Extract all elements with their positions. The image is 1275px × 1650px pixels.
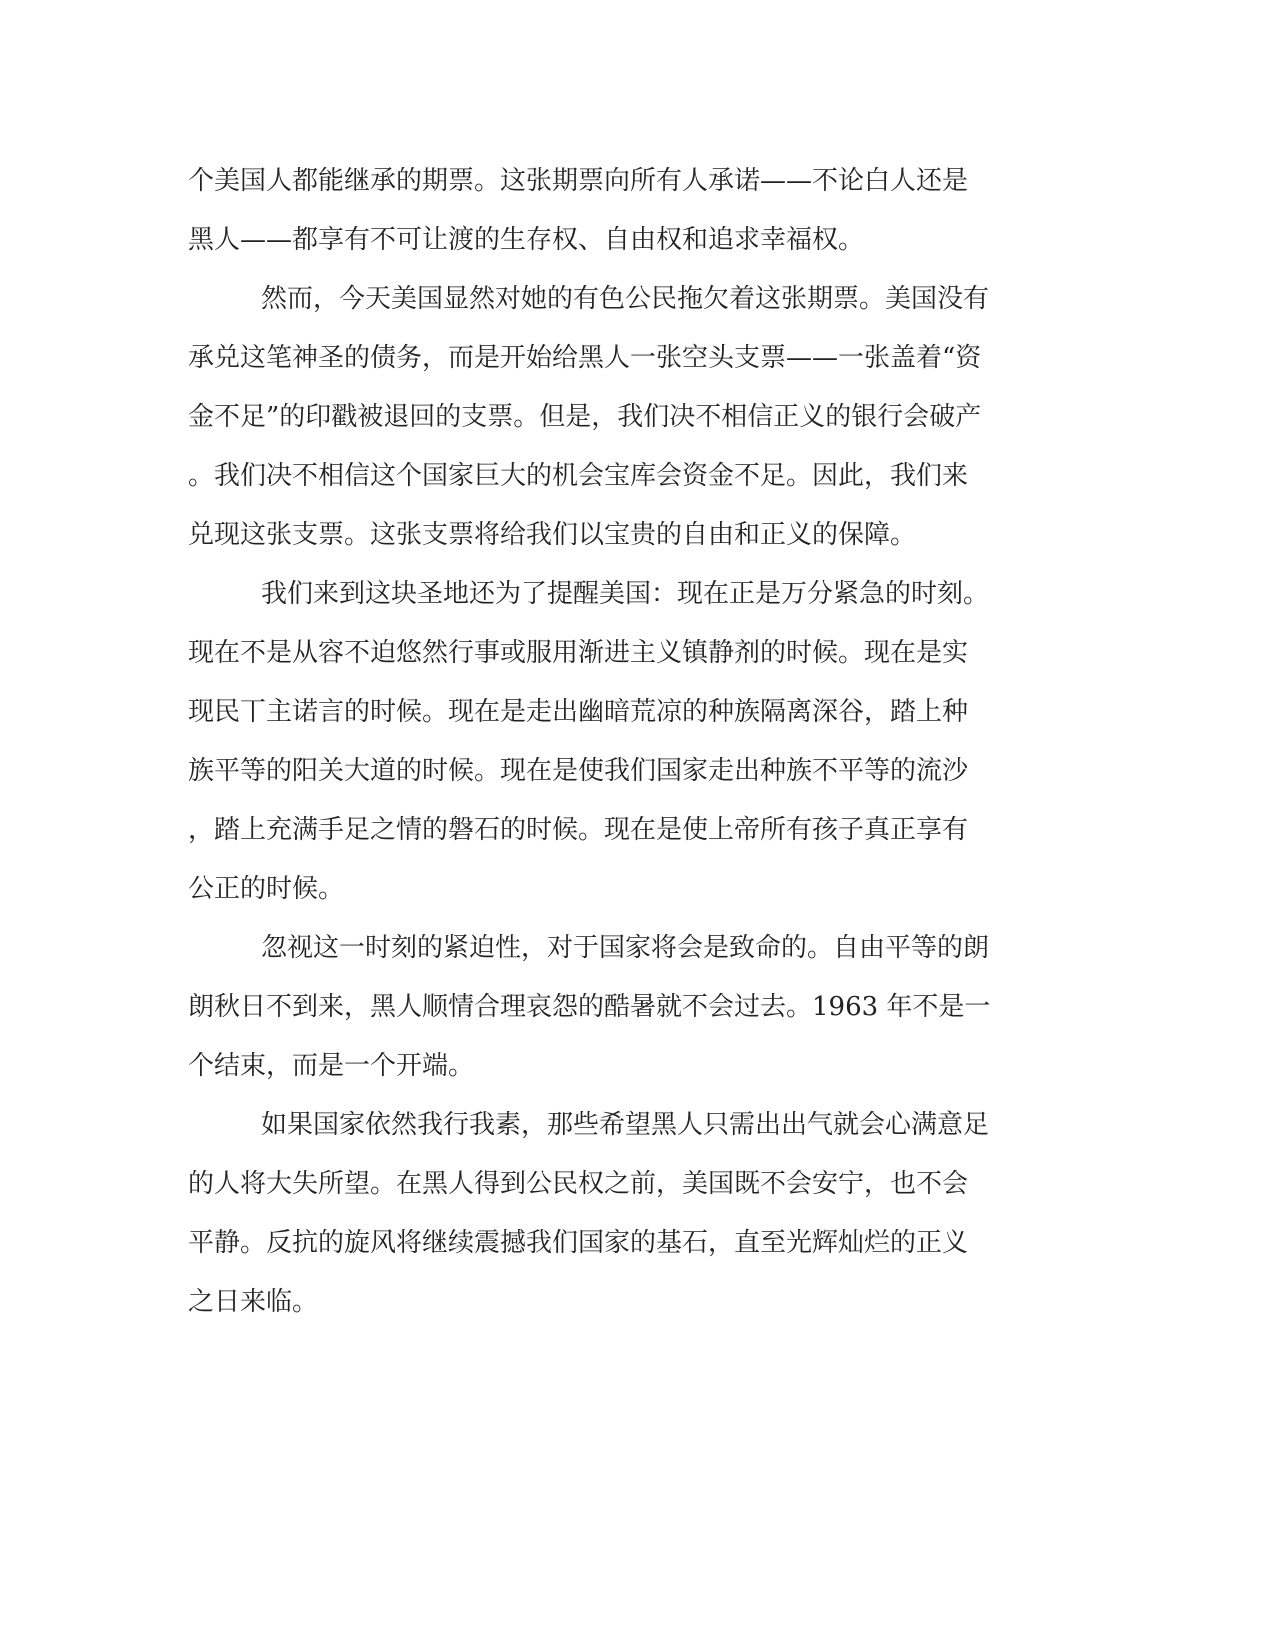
text-line: 个美国人都能继承的期票。这张期票向所有人承诺——不论白人还是	[188, 166, 969, 196]
text-line: 黑人——都享有不可让渡的生存权、自由权和追求幸福权。	[188, 225, 865, 255]
paragraph-start-line: 如果国家依然我行我素，那些希望黑人只需出出气就会心满意足	[261, 1110, 990, 1140]
paragraph-start-line: 忽视这一时刻的紧迫性，对于国家将会是致命的。自由平等的朗	[261, 933, 990, 963]
text-line: 的人将大失所望。在黑人得到公民权之前，美国既不会安宁，也不会	[188, 1169, 969, 1199]
text-line: 之日来临。	[188, 1287, 319, 1317]
text-line: 平静。反抗的旋风将继续震撼我们国家的基石，直至光辉灿烂的正义	[188, 1228, 969, 1258]
text-line: ，踏上充满手足之情的磐石的时候。现在是使上帝所有孩子真正享有	[188, 815, 969, 845]
paragraph-start-line: 我们来到这块圣地还为了提醒美国：现在正是万分紧急的时刻。	[261, 579, 990, 609]
text-line: 个结束，而是一个开端。	[188, 1051, 475, 1081]
text-line: 金不足”的印戳被退回的支票。但是，我们决不相信正义的银行会破产	[188, 402, 982, 432]
text-line: 兑现这张支票。这张支票将给我们以宝贵的自由和正义的保障。	[188, 520, 917, 550]
text-line: 公正的时候。	[188, 874, 345, 904]
text-line: 。我们决不相信这个国家巨大的机会宝库会资金不足。因此，我们来	[188, 461, 969, 491]
text-line: 现民丅主诺言的时候。现在是走出幽暗荒凉的种族隔离深谷，踏上种	[188, 697, 969, 727]
paragraph-start-line: 然而，今天美国显然对她的有色公民拖欠着这张期票。美国没有	[261, 284, 990, 314]
text-line: 现在不是从容不迫悠然行事或服用渐进主义镇静剂的时候。现在是实	[188, 638, 969, 668]
text-line: 族平等的阳关大道的时候。现在是使我们国家走出种族不平等的流沙	[188, 756, 969, 786]
text-line: 承兑这笔神圣的债务，而是开始给黑人一张空头支票——一张盖着“资	[188, 343, 982, 373]
text-line: 朗秋日不到来，黑人顺情合理哀怨的酷暑就不会过去。1963 年不是一	[188, 992, 991, 1022]
